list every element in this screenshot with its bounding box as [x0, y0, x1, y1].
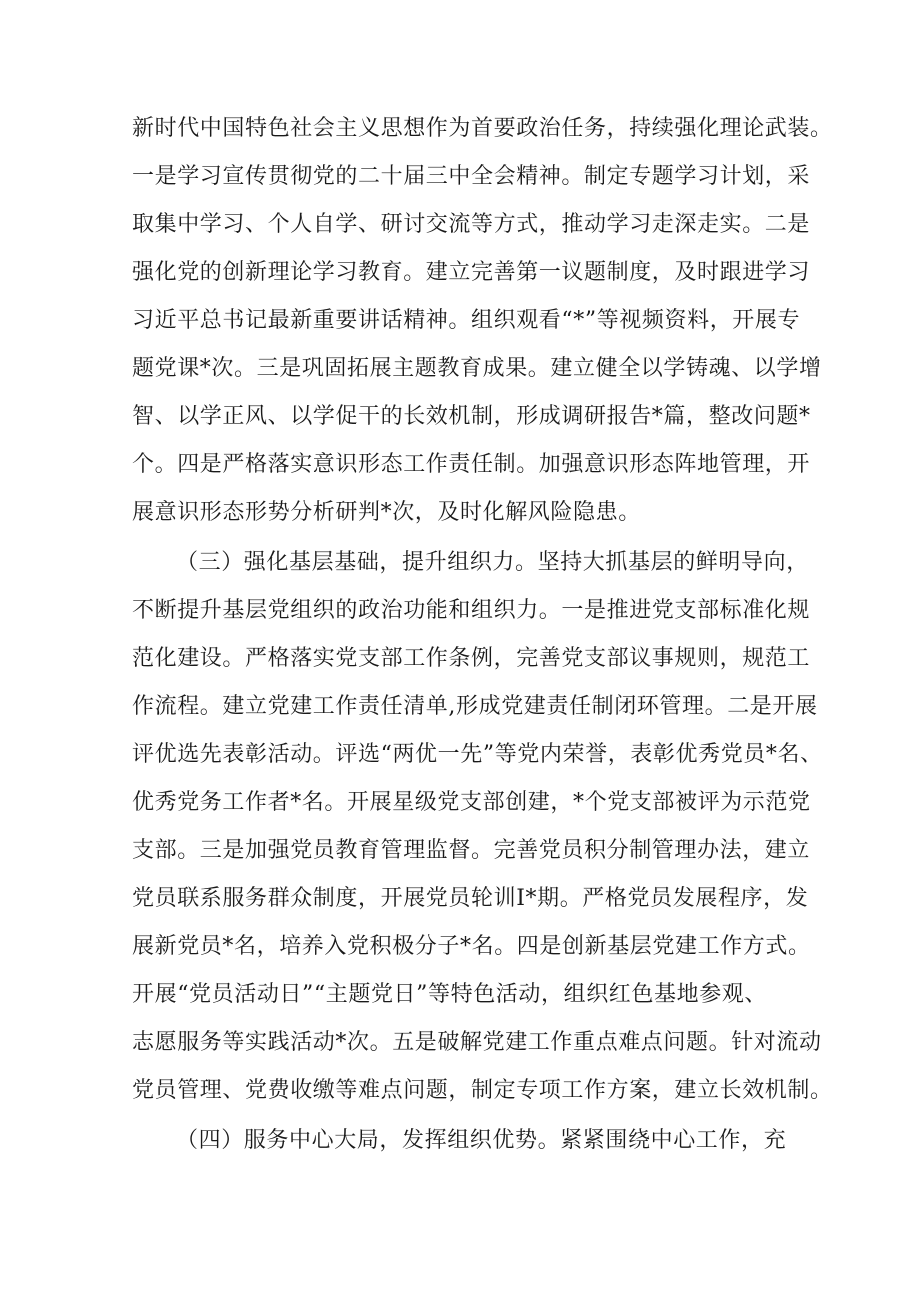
- text-line: 一是学习宣传贯彻党的二十届三中全会精神。制定专题学习计划，采: [132, 164, 811, 189]
- text-line: 强化党的创新理论学习教育。建立完善第一议题制度，及时跟进学习: [132, 260, 811, 285]
- text-line: 党员管理、党费收缴等难点问题，制定专项工作方案，建立长效机制。: [132, 1078, 833, 1103]
- text-line: 取集中学习、个人自学、研讨交流等方式，推动学习走深走实。二是: [132, 212, 811, 237]
- text-line: 党员联系服务群众制度，开展党员轮训I*期。严格党员发展程序，发: [132, 886, 809, 911]
- text-line: 评优选先表彰活动。评选“两优一先”等党内荣誉，表彰优秀党员*名、: [132, 742, 823, 767]
- text-line: 范化建设。严格落实党支部工作条例，完善党支部议事规则，规范工: [132, 646, 811, 671]
- text-line: 习近平总书记最新重要讲话精神。组织观看“*”等视频资料，开展专: [132, 308, 801, 333]
- text-line: 支部。三是加强党员教育管理监督。完善党员积分制管理办法，建立: [132, 838, 811, 863]
- section-heading-line: （三）强化基层基础，提升组织力。坚持大抓基层的鲜明导向，: [176, 550, 809, 575]
- text-line: 展新党员*名，培养入党积极分子*名。四是创新基层党建工作方式。: [132, 934, 811, 959]
- text-line: 智、以学正风、以学促干的长效机制，形成调研报告*篇，整改问题*: [132, 404, 811, 429]
- text-line: 志愿服务等实践活动*次。五是破解党建工作重点难点问题。针对流动: [132, 1030, 822, 1055]
- text-line: 题党课*次。三是巩固拓展主题教育成果。建立健全以学铸魂、以学增: [132, 356, 822, 381]
- text-line: 作流程。建立党建工作责任清单,形成党建责任制闭环管理。二是开展: [132, 694, 818, 719]
- text-line: 开展“党员活动日”“主题党日”等特色活动，组织红色基地参观、: [132, 982, 767, 1007]
- text-line: 优秀党务工作者*名。开展星级党支部创建，*个党支部被评为示范党: [132, 790, 811, 815]
- text-line: 展意识形态形势分析研判*次，及时化解风险隐患。: [132, 500, 641, 525]
- text-line: 不断提升基层党组织的政治功能和组织力。一是推进党支部标准化规: [132, 598, 811, 623]
- section-heading-line: （四）服务中心大局，发挥组织优势。紧紧围绕中心工作，充: [176, 1128, 787, 1153]
- text-line: 个。四是严格落实意识形态工作责任制。加强意识形态阵地管理，开: [132, 452, 811, 477]
- text-line: 新时代中国特色社会主义思想作为首要政治任务，持续强化理论武装。: [132, 116, 833, 141]
